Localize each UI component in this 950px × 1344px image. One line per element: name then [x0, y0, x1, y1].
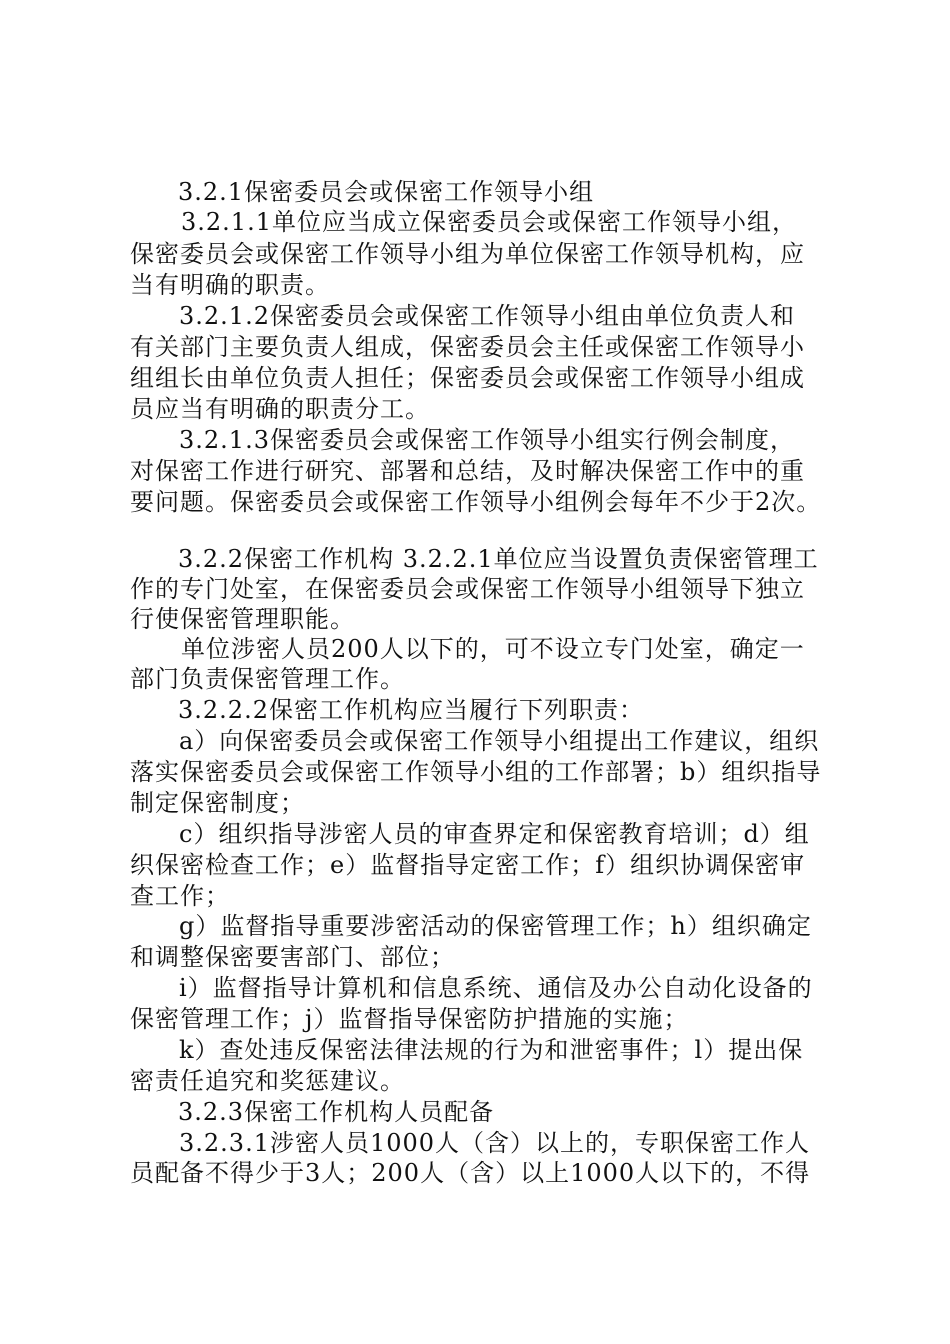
paragraph-line: 3.2.1.3保密委员会或保密工作领导小组实行例会制度， — [179, 426, 795, 454]
paragraph-line: 部门负责保密管理工作。 — [130, 665, 405, 693]
paragraph-line: 保密委员会或保密工作领导小组为单位保密工作领导机构，应 — [130, 240, 805, 268]
list-item-line: k）查处违反保密法律法规的行为和泄密事件；l）提出保 — [179, 1036, 804, 1064]
paragraph-line: 当有明确的职责。 — [130, 271, 330, 299]
list-item-line: 和调整保密要害部门、部位； — [130, 943, 455, 971]
paragraph-line: 要问题。保密委员会或保密工作领导小组例会每年不少于2次。 — [130, 488, 822, 516]
list-item-line: 保密管理工作；j）监督指导保密防护措施的实施； — [130, 1005, 689, 1033]
paragraph-line: 单位涉密人员200人以下的，可不设立专门处室，确定一 — [181, 635, 805, 663]
paragraph-line: 对保密工作进行研究、部署和总结，及时解决保密工作中的重 — [130, 457, 805, 485]
heading-3-2-1: 3.2.1保密委员会或保密工作领导小组 — [178, 178, 595, 206]
paragraph-line: 3.2.3.1涉密人员1000人（含）以上的，专职保密工作人 — [179, 1129, 811, 1157]
paragraph-line: 员配备不得少于3人；200人（含）以上1000人以下的，不得 — [130, 1159, 811, 1187]
paragraph-line: 3.2.1.2保密委员会或保密工作领导小组由单位负责人和 — [179, 302, 795, 330]
paragraph-line: 3.2.2.2保密工作机构应当履行下列职责： — [178, 696, 644, 724]
list-item-line: a）向保密委员会或保密工作领导小组提出工作建议，组织 — [179, 727, 820, 755]
paragraph-line: 有关部门主要负责人组成，保密委员会主任或保密工作领导小 — [130, 333, 805, 361]
list-item-line: i）监督指导计算机和信息系统、通信及办公自动化设备的 — [179, 974, 813, 1002]
heading-3-2-3: 3.2.3保密工作机构人员配备 — [178, 1098, 495, 1126]
paragraph-line: 员应当有明确的职责分工。 — [130, 395, 430, 423]
paragraph-line: 作的专门处室，在保密委员会或保密工作领导小组领导下独立 — [130, 575, 805, 603]
paragraph-line: 3.2.1.1单位应当成立保密委员会或保密工作领导小组， — [181, 208, 797, 236]
list-item-line: c）组织指导涉密人员的审查界定和保密教育培训；d）组 — [179, 820, 810, 848]
list-item-line: 制定保密制度； — [130, 789, 305, 817]
list-item-line: g）监督指导重要涉密活动的保密管理工作；h）组织确定 — [179, 912, 812, 940]
paragraph-line: 组组长由单位负责人担任；保密委员会或保密工作领导小组成 — [130, 364, 805, 392]
list-item-line: 密责任追究和奖惩建议。 — [130, 1067, 405, 1095]
list-item-line: 织保密检查工作；e）监督指导定密工作；f）组织协调保密审 — [130, 851, 806, 879]
heading-3-2-2: 3.2.2保密工作机构 3.2.2.1单位应当设置负责保密管理工 — [178, 545, 819, 573]
paragraph-line: 行使保密管理职能。 — [130, 605, 355, 633]
list-item-line: 落实保密委员会或保密工作领导小组的工作部署；b）组织指导 — [130, 758, 822, 786]
list-item-line: 查工作； — [130, 882, 230, 910]
